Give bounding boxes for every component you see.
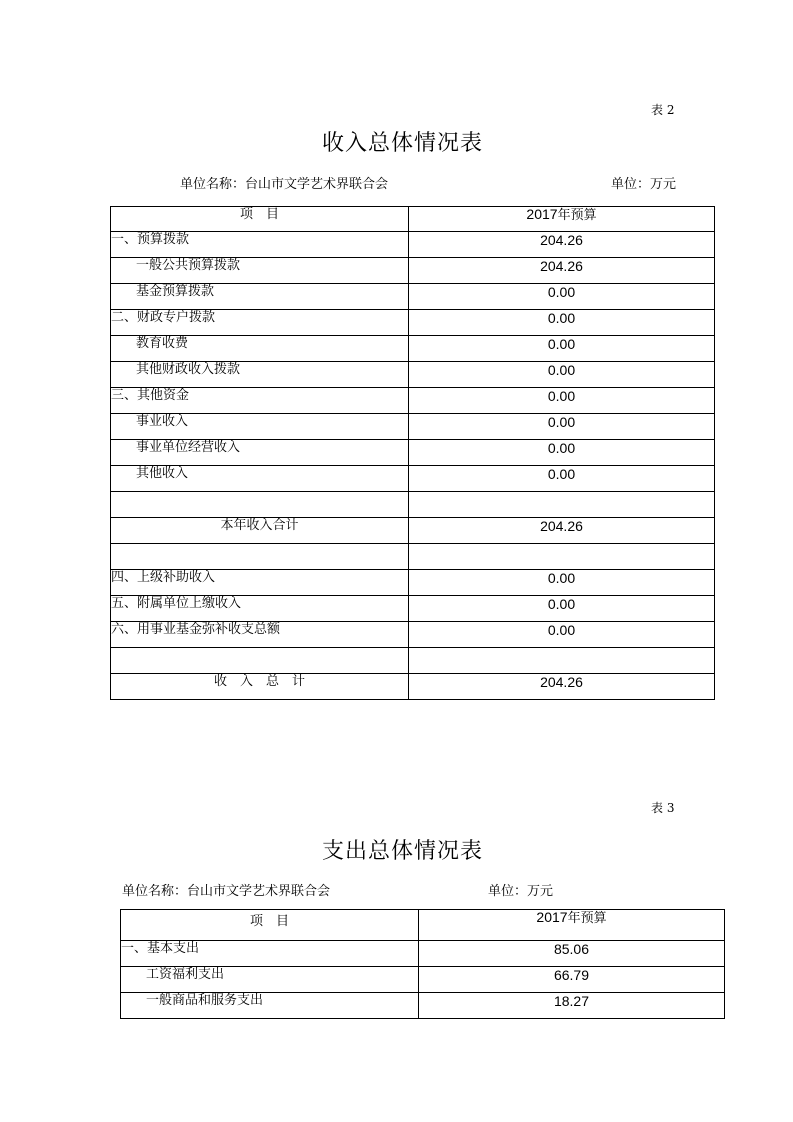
- table-row: [121, 993, 725, 1019]
- row-label: 一般公共预算拨款: [111, 258, 409, 284]
- row-value: 204.26: [409, 518, 715, 544]
- header-budget-label: 年预算: [557, 208, 597, 223]
- row-label: 其他财政收入拨款: [111, 362, 409, 388]
- table-row-empty: [111, 492, 715, 518]
- table-2-title: 收入总体情况表: [322, 131, 484, 156]
- row-label: 收 入 总 计: [111, 674, 409, 700]
- header-budget: [409, 207, 715, 232]
- row-label: 四、上级补助收入: [111, 570, 409, 596]
- header-budget: [419, 910, 725, 941]
- row-label: 教育收费: [111, 336, 409, 362]
- table-row-total: [111, 674, 715, 700]
- row-value: 0.00: [409, 440, 715, 466]
- row-label: 五、附属单位上缴收入: [111, 596, 409, 622]
- table-row: [121, 941, 725, 967]
- row-value: 204.26: [409, 674, 715, 700]
- row-label: 事业单位经营收入: [111, 440, 409, 466]
- table-row: [111, 258, 715, 284]
- table-row: [111, 440, 715, 466]
- table-row: [111, 570, 715, 596]
- table-header-row: [111, 207, 715, 232]
- row-value: 204.26: [409, 232, 715, 258]
- table-2-unit-name: 单位名称：台山市文学艺术界联合会: [180, 177, 389, 192]
- table-row-empty: [111, 648, 715, 674]
- table-row: [111, 596, 715, 622]
- table-row: [121, 967, 725, 993]
- table-2-unit: 单位：万元: [611, 177, 677, 192]
- row-value: 0.00: [409, 596, 715, 622]
- row-value: 0.00: [409, 388, 715, 414]
- table-row: [111, 336, 715, 362]
- row-value: 85.06: [419, 941, 725, 967]
- row-label: 一、预算拨款: [111, 232, 409, 258]
- row-value: [409, 492, 715, 518]
- table-row: [111, 414, 715, 440]
- table-2-tag: 表 2: [651, 103, 675, 117]
- row-value: 0.00: [409, 284, 715, 310]
- table-row: [111, 466, 715, 492]
- table-row-subtotal: [111, 518, 715, 544]
- row-label: 二、财政专户拨款: [111, 310, 409, 336]
- header-year: 2017: [536, 909, 568, 925]
- row-value: 18.27: [419, 993, 725, 1019]
- row-label: 一般商品和服务支出: [121, 993, 419, 1019]
- row-value: 66.79: [419, 967, 725, 993]
- income-table: [110, 206, 715, 700]
- row-value: [409, 648, 715, 674]
- row-label: 工资福利支出: [121, 967, 419, 993]
- table-row-empty: [111, 544, 715, 570]
- table-3-title: 支出总体情况表: [322, 839, 484, 864]
- header-item: 项 目: [111, 207, 409, 232]
- row-value: 0.00: [409, 570, 715, 596]
- row-value: 204.26: [409, 258, 715, 284]
- row-label: [111, 648, 409, 674]
- row-label: [111, 492, 409, 518]
- expense-table: [120, 909, 725, 1019]
- table-3-unit-name: 单位名称：台山市文学艺术界联合会: [122, 884, 331, 899]
- header-item: 项 目: [121, 910, 419, 941]
- header-year: 2017: [526, 206, 558, 222]
- table-row: [111, 362, 715, 388]
- table-3-tag: 表 3: [651, 801, 675, 815]
- row-label: [111, 544, 409, 570]
- table-row: [111, 388, 715, 414]
- table-row: [111, 232, 715, 258]
- row-label: 三、其他资金: [111, 388, 409, 414]
- row-value: 0.00: [409, 310, 715, 336]
- row-label: 六、用事业基金弥补收支总额: [111, 622, 409, 648]
- table-header-row: [121, 910, 725, 941]
- row-value: [409, 544, 715, 570]
- row-label: 基金预算拨款: [111, 284, 409, 310]
- table-row: [111, 310, 715, 336]
- row-value: 0.00: [409, 466, 715, 492]
- row-label: 事业收入: [111, 414, 409, 440]
- header-budget-label: 年预算: [567, 911, 607, 926]
- row-value: 0.00: [409, 362, 715, 388]
- row-label: 一、基本支出: [121, 941, 419, 967]
- row-value: 0.00: [409, 336, 715, 362]
- row-label: 其他收入: [111, 466, 409, 492]
- table-row: [111, 622, 715, 648]
- table-row: [111, 284, 715, 310]
- row-value: 0.00: [409, 414, 715, 440]
- row-label: 本年收入合计: [111, 518, 409, 544]
- table-3-unit: 单位：万元: [488, 884, 554, 899]
- row-value: 0.00: [409, 622, 715, 648]
